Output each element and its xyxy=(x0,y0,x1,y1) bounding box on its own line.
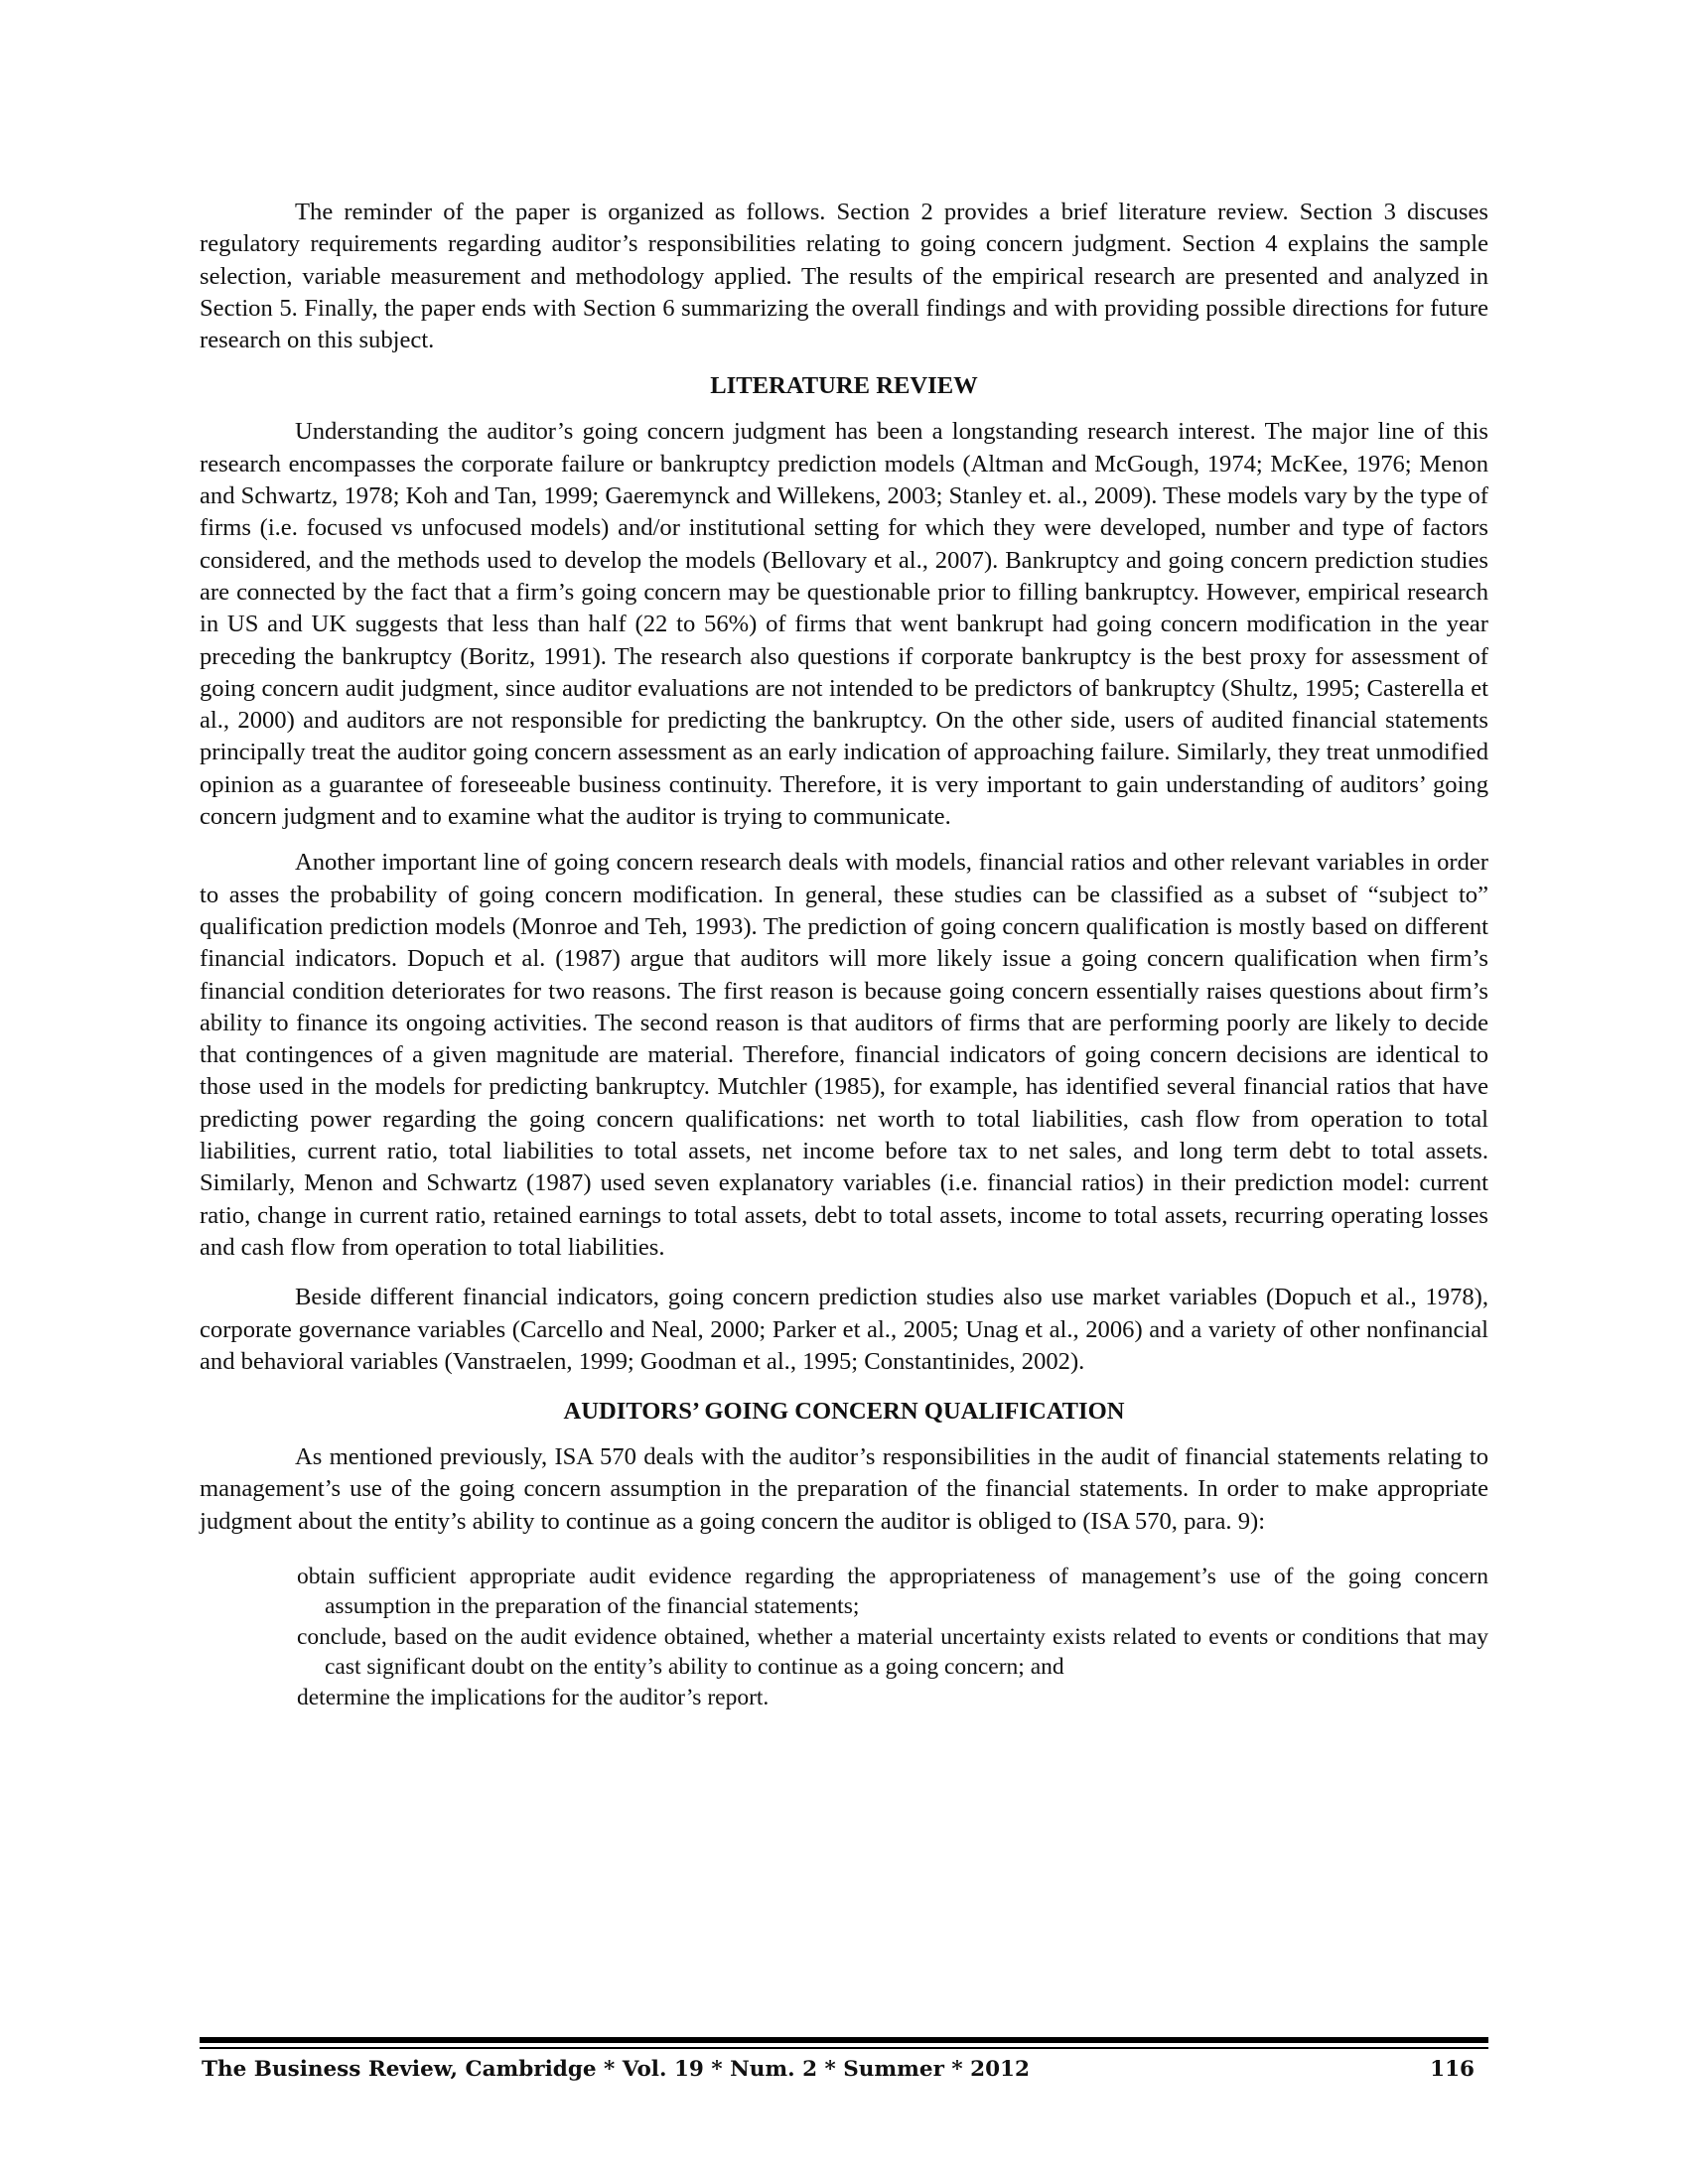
journal-citation: The Business Review, Cambridge * Vol. 19 * Num. 2 * Summer * 2012 xyxy=(202,2057,1030,2082)
obligations-list xyxy=(297,1562,1488,1713)
page-body xyxy=(200,197,1488,1712)
footer-rule xyxy=(200,2037,1488,2043)
list-item: conclude, based on the audit evidence obtained, whether a material uncertainty exists related to events or conditions that may cast significant doubt on the entity’s ability to continue as a going concern; and xyxy=(297,1623,1488,1681)
page-footer xyxy=(200,2055,1488,2085)
page-number: 116 xyxy=(1430,2057,1475,2082)
list-item: determine the implications for the auditor’s report. xyxy=(297,1684,770,1710)
literature-paragraph-2: Another important line of going concern research deals with models, financial ratios and other relevant variables in order to asses the probability of going concern modification. In general, these studies can be classified as a subset of “subject to” qualification prediction models (Monroe and Teh, 1993). The prediction of going concern qualification is mostly based on different financial indicators. Dopuch et al. (1987) argue that auditors will more likely issue a going concern qualification when firm’s financial condition deteriorates for two reasons. The first reason is because going concern essentially raises questions about firm’s ability to finance its ongoing activities. The second reason is that auditors of firms that are performing poorly are likely to decide that contingences of a given magnitude are material. Therefore, financial indicators of going concern decisions are identical to those used in the models for predicting bankruptcy. Mutchler (1985), for example, has identified several financial ratios that have predicting power regarding the going concern qualifications: net worth to total liabilities, cash flow from operation to total liabilities, current ratio, total liabilities to total assets, net income before tax to net sales, and long term debt to total assets. Similarly, Menon and Schwartz (1987) used seven explanatory variables (i.e. financial ratios) in their prediction model: current ratio, change in current ratio, retained earnings to total assets, debt to total assets, income to total assets, recurring operating losses and cash flow from operation to total liabilities. xyxy=(200,849,1488,1261)
qualification-heading: AUDITORS’ GOING CONCERN QUALIFICATION xyxy=(563,1398,1125,1426)
literature-review-heading: LITERATURE REVIEW xyxy=(710,372,978,400)
qualification-paragraph: As mentioned previously, ISA 570 deals with the auditor’s responsibilities in the audit of financial statements relating to management’s use of the going concern assumption in the preparation of the financial statements. In order to make appropriate judgment about the entity’s ability to continue as a going concern the auditor is obliged to (ISA 570, para. 9): xyxy=(200,1443,1488,1535)
list-item: obtain sufficient appropriate audit evidence regarding the appropriateness of management’s use of the going concern assumption in the preparation of the financial statements; xyxy=(297,1563,1488,1620)
literature-paragraph-3: Beside different financial indicators, going concern prediction studies also use market variables (Dopuch et al., 1978), corporate governance variables (Carcello and Neal, 2000; Parker et al., 2005; Unag et al., 2006) and a variety of other nonfinancial and behavioral variables (Vanstraelen, 1999; Goodman et al., 1995; Constantinides, 2002). xyxy=(200,1284,1488,1375)
intro-paragraph: The reminder of the paper is organized as follows. Section 2 provides a brief literature review. Section 3 discuses regulatory requirements regarding auditor’s responsibilities relating to going concern judgment. Section 4 explains the sample selection, variable measurement and methodology applied. The results of the empirical research are presented and analyzed in Section 5. Finally, the paper ends with Section 6 summarizing the overall findings and with providing possible directions for future research on this subject. xyxy=(200,199,1488,354)
literature-paragraph-1: Understanding the auditor’s going concern judgment has been a longstanding research interest. The major line of this research encompasses the corporate failure or bankruptcy prediction models (Altman and McGough, 1974; McKee, 1976; Menon and Schwartz, 1978; Koh and Tan, 1999; Gaeremynck and Willekens, 2003; Stanley et. al., 2009). These models vary by the type of firms (i.e. focused vs unfocused models) and/or institutional setting for which they were developed, number and type of factors considered, and the methods used to develop the models (Bellovary et al., 2007). Bankruptcy and going concern prediction studies are connected by the fact that a firm’s going concern may be questionable prior to filling bankruptcy. However, empirical research in US and UK suggests that less than half (22 to 56%) of firms that went bankrupt had going concern modification in the year preceding the bankruptcy (Boritz, 1991). The research also questions if corporate bankruptcy is the best proxy for assessment of going concern audit judgment, since auditor evaluations are not intended to be predictors of bankruptcy (Shultz, 1995; Casterella et al., 2000) and auditors are not responsible for predicting the bankruptcy. On the other side, users of audited financial statements principally treat the auditor going concern assessment as an early indication of approaching failure. Similarly, they treat unmodified opinion as a guarantee of foreseeable business continuity. Therefore, it is very important to gain understanding of auditors’ going concern judgment and to examine what the auditor is trying to communicate. xyxy=(200,418,1488,831)
footer-rule-thin xyxy=(200,2047,1488,2049)
